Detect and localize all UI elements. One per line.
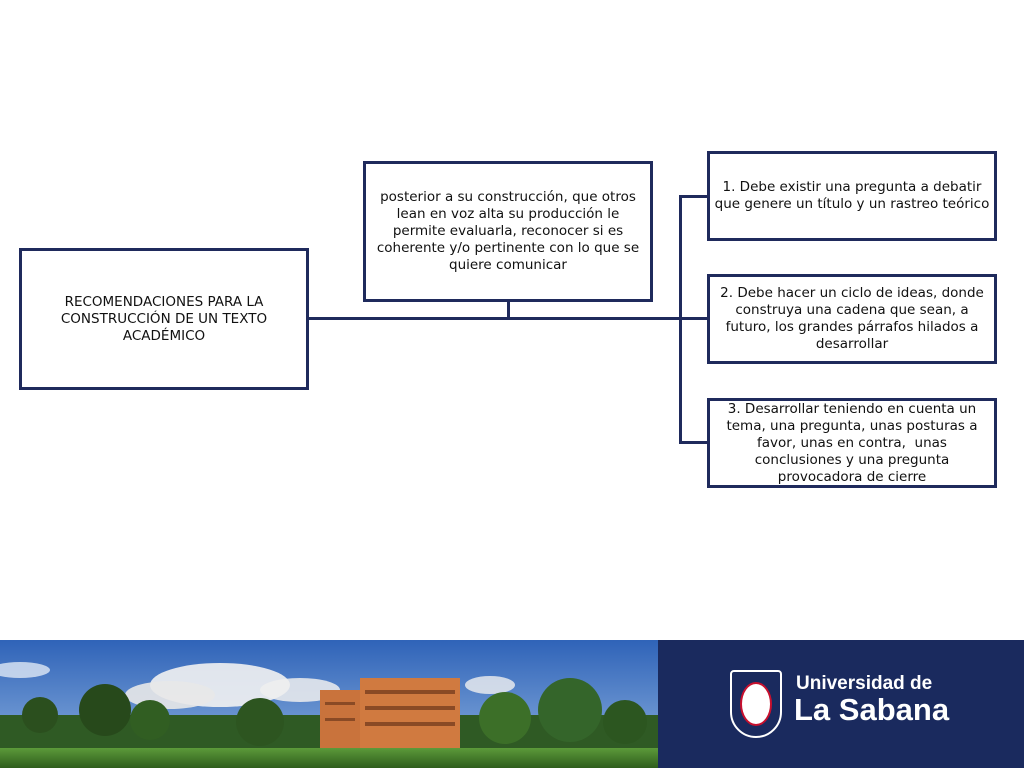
child-node-1 xyxy=(707,151,997,241)
connector-child-1 xyxy=(679,195,707,198)
top-note-node xyxy=(363,161,653,302)
connector-child-3 xyxy=(679,441,707,444)
brand-panel xyxy=(658,640,1024,768)
connector-child-2 xyxy=(679,317,707,320)
campus-photo xyxy=(0,640,658,768)
child-node-2-label: 2. Debe hacer un ciclo de ideas, donde construya una cadena que sean, a futuro, los grandes párrafos hilados a desarrollar xyxy=(720,285,984,352)
connector-root-horizontal xyxy=(309,317,682,320)
connector-top-vertical xyxy=(507,302,510,318)
university-seal-icon xyxy=(730,670,782,738)
child-node-3 xyxy=(707,398,997,488)
root-node xyxy=(19,248,309,390)
root-node-label: RECOMENDACIONES PARA LA CONSTRUCCIÓN DE UN TEXTO ACADÉMICO xyxy=(60,293,268,344)
footer-banner xyxy=(0,640,1024,768)
child-node-2 xyxy=(707,274,997,364)
child-node-1-label: 1. Debe existir una pregunta a debatir que genere un título y un rastreo teórico xyxy=(714,179,990,212)
top-note-label: posterior a su construcción, que otros lean en voz alta su producción le permite evaluarla, reconocer si es coherente y/o pertinente con lo que se quiere comunicar xyxy=(376,189,640,273)
logo-line-2: La Sabana xyxy=(794,692,950,727)
logo-line-1: Universidad de xyxy=(796,673,933,694)
child-node-3-label: 3. Desarrollar teniendo en cuenta un tema, una pregunta, unas posturas a favor, unas en contra, unas conclusiones y una pregunta provocadora de cierre xyxy=(726,400,982,485)
